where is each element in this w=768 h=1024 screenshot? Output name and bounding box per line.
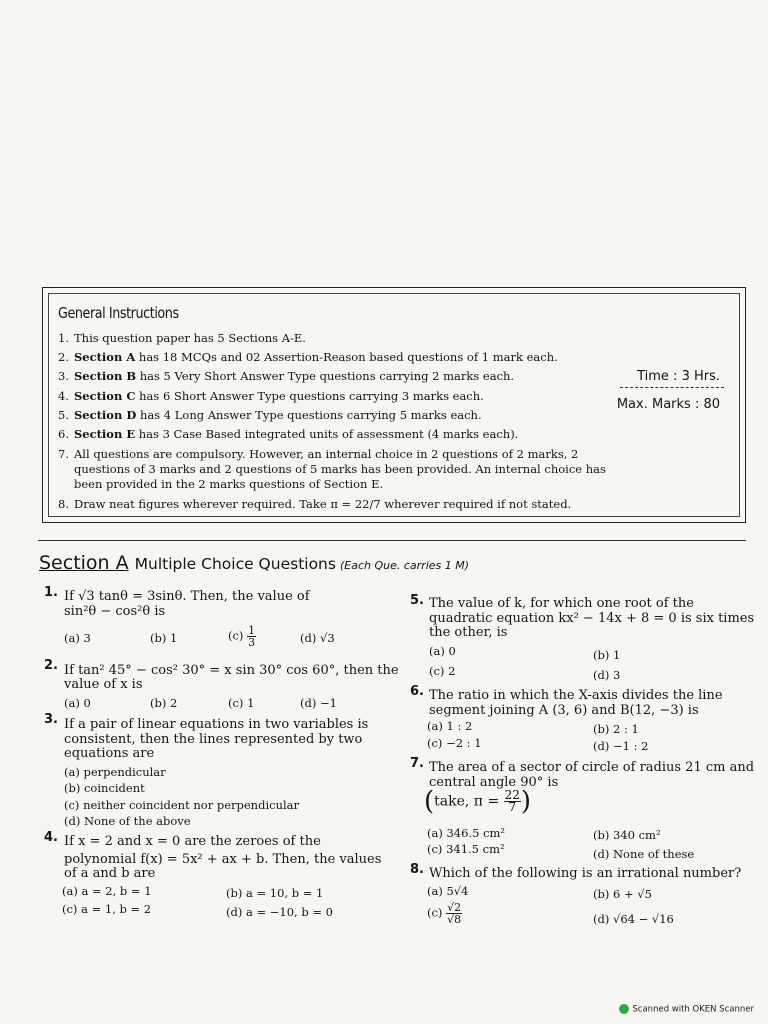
option-d: (d) None of the above — [64, 814, 191, 828]
option-b: (b) 6 + √5 — [593, 887, 652, 901]
question-text: segment joining A (3, 6) and B(12, −3) is — [429, 703, 699, 718]
option-a: (a) 0 — [429, 644, 456, 658]
question-number: 6. — [410, 684, 424, 699]
section-label: Section A — [39, 552, 129, 574]
option-b: (b) coincident — [64, 781, 145, 795]
section-heading — [39, 552, 469, 574]
instruction-item: 7. All questions are compulsory. However, an internal choice in 2 questions of 2 marks, 2 questions of 3 marks and 2 questions of 5 marks has been provided. An internal choice has been provided in the 2 marks questions of Section E. — [58, 447, 606, 491]
question-text: The ratio in which the X-axis divides the line — [429, 688, 723, 703]
question-text: polynomial f(x) = 5x² + ax + b. Then, the values — [64, 852, 382, 867]
divider — [38, 540, 746, 541]
option-a: (a) a = 2, b = 1 — [62, 884, 152, 898]
question-text: Which of the following is an irrational number? — [429, 866, 742, 881]
instruction-item: 6. Section E has 3 Case Based integrated units of assessment (4 marks each). — [58, 427, 519, 441]
option-a: (a) 3 — [64, 631, 91, 645]
option-d: (d) −1 : 2 — [593, 739, 649, 753]
option-c: (c) $\frac{1}{3}$ — [228, 624, 256, 649]
instruction-item: 1. This question paper has 5 Sections A-E. — [58, 331, 306, 345]
question-text: If x = 2 and x = 0 are the zeroes of the — [64, 834, 321, 849]
option-d: (d) √3 — [300, 631, 335, 645]
divider — [620, 387, 724, 388]
instruction-item: 3. Section B has 5 Very Short Answer Type questions carrying 2 marks each. — [58, 369, 515, 383]
question-number: 2. — [44, 658, 58, 673]
option-b: (b) 340 cm² — [593, 828, 661, 842]
option-b: (b) 1 — [150, 631, 178, 645]
option-c: (c) 1 — [228, 696, 255, 710]
question-text: If √3 tanθ = 3sinθ. Then, the value of — [64, 589, 310, 604]
option-b: (b) 1 — [593, 648, 621, 662]
option-c: (c) −2 : 1 — [427, 736, 482, 750]
question-number: 5. — [410, 593, 424, 608]
question-number: 7. — [410, 756, 424, 771]
option-c: (c) 341.5 cm² — [427, 842, 505, 856]
question-text: of a and b are — [64, 866, 156, 881]
scanner-watermark: Scanned with OKEN Scanner — [619, 1004, 754, 1015]
instruction-item: 4. Section C has 6 Short Answer Type questions carrying 3 marks each. — [58, 389, 484, 403]
option-a: (a) perpendicular — [64, 765, 166, 779]
question-text: equations are — [64, 746, 155, 761]
option-a: (a) 5√4 — [427, 884, 469, 898]
option-c: (c) $\frac{√2}{√8}$ — [427, 901, 462, 926]
question-number: 4. — [44, 830, 58, 845]
question-text: quadratic equation kx² − 14x + 8 = 0 is six times — [429, 611, 755, 626]
question-number: 8. — [410, 862, 424, 877]
option-d: (d) 3 — [593, 668, 621, 682]
option-d: (d) None of these — [593, 847, 695, 861]
take-pi-note: (take, π = $\frac{22}{7}$ ) — [424, 786, 532, 817]
option-a: (a) 346.5 cm² — [427, 826, 506, 840]
question-number: 3. — [44, 712, 58, 727]
option-a: (a) 1 : 2 — [427, 719, 473, 733]
option-a: (a) 0 — [64, 696, 91, 710]
question-text: central angle 90° is — [429, 775, 559, 790]
option-d: (d) a = −10, b = 0 — [226, 905, 333, 919]
question-text: sin²θ − cos²θ is — [64, 604, 166, 619]
option-b: (b) 2 : 1 — [593, 722, 639, 736]
option-b: (b) 2 — [150, 696, 178, 710]
question-text: the other, is — [429, 625, 508, 640]
question-text: The value of k, for which one root of the — [429, 596, 694, 611]
time-label: Time : 3 Hrs. — [637, 369, 720, 384]
option-d: (d) −1 — [300, 696, 337, 710]
question-number: 1. — [44, 585, 58, 600]
option-c: (c) a = 1, b = 2 — [62, 902, 152, 916]
question-text: If tan² 45° − cos² 30° = x sin 30° cos 60°, then the — [64, 663, 399, 678]
section-title: Multiple Choice Questions — [134, 555, 336, 573]
max-marks-label: Max. Marks : 80 — [616, 397, 720, 412]
instruction-item: 8. Draw neat figures wherever required. Take π = 22/7 wherever required if not stated. — [58, 497, 572, 511]
question-text: value of x is — [64, 677, 143, 692]
question-text: consistent, then the lines represented by two — [64, 732, 363, 747]
option-d: (d) √64 − √16 — [593, 912, 674, 926]
option-b: (b) a = 10, b = 1 — [226, 886, 324, 900]
question-text: The area of a sector of circle of radius 21 cm and — [429, 760, 755, 775]
instructions-title: General Instructions — [58, 304, 179, 322]
section-note: (Each Que. carries 1 M) — [339, 559, 470, 572]
instruction-item: 2. Section A has 18 MCQs and 02 Assertion-Reason based questions of 1 mark each. — [58, 350, 558, 364]
option-c: (c) neither coincident nor perpendicular — [64, 798, 300, 812]
question-text: If a pair of linear equations in two variables is — [64, 717, 369, 732]
option-c: (c) 2 — [429, 664, 456, 678]
scanner-logo-icon — [619, 1004, 629, 1014]
instruction-item: 5. Section D has 4 Long Answer Type questions carrying 5 marks each. — [58, 408, 482, 422]
